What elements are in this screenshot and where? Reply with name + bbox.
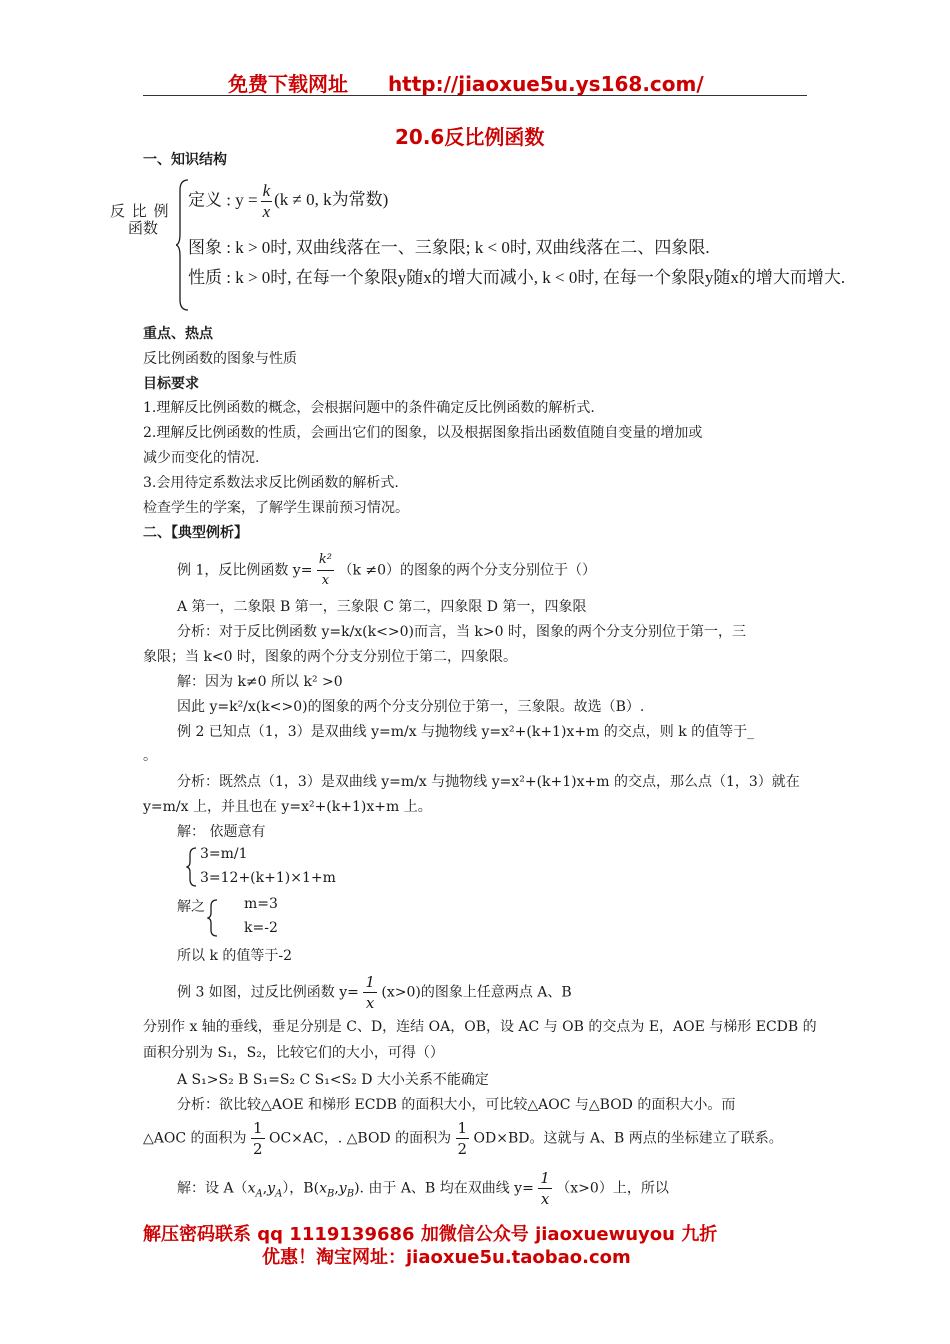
ya: y	[267, 1180, 276, 1197]
xb: x	[319, 1180, 327, 1197]
def-denominator: x	[262, 202, 271, 221]
analysis2-part-c: OD×BD。这就与 A、B 两点的坐标建立了联系。	[473, 1130, 783, 1147]
xa: x	[247, 1180, 256, 1197]
example1-solution-2: 因此 y=k²/x(k<>0)的图象的两个分支分别位于第一，三象限。故选（B）.	[177, 699, 645, 715]
solve-label: 解之	[177, 899, 205, 915]
ex1-numerator: k²	[317, 550, 334, 571]
half-fraction-1	[251, 1118, 265, 1159]
image-line: 图象 : k > 0时, 双曲线落在一、三象限; k < 0时, 双曲线落在二、四象限.	[188, 238, 710, 257]
example2-conclusion: 所以 k 的值等于-2	[177, 948, 293, 964]
half1-numerator: 1	[252, 1119, 263, 1137]
goals-heading: 目标要求	[143, 376, 199, 392]
section1-heading: 一、知识结构	[143, 152, 227, 168]
solution-part-d: （x>0）上，所以	[556, 1180, 669, 1197]
yb: y	[338, 1180, 347, 1197]
solution-part-c: ). 由于 A、B 均在双曲线 y=	[354, 1180, 534, 1197]
example3-fraction	[363, 972, 377, 1013]
definition-prefix: 定义 : y =	[188, 190, 258, 210]
example1-suffix: （k ≠0）的图象的两个分支分别位于（）	[338, 562, 597, 579]
header-label: 免费下载网址	[228, 72, 348, 96]
example3-solution: 解：设 $A(x_A,y_A)$，$B(x_B,y_B)$. 由于 A、B 均在双曲线 y= $\frac{1}{x}$ （x>0）上，所以	[177, 1169, 669, 1208]
half2-denominator: 2	[457, 1140, 468, 1158]
ex1-denominator: x	[321, 573, 330, 588]
property-line: 性质 : k > 0时, 在每一个象限y随x的增大而减小, k < 0时, 在每一个象限y随x的增大而增大.	[188, 268, 846, 287]
example3-options: A S₁>S₂ B S₁=S₂ C S₁<S₂ D 大小关系不能确定	[177, 1072, 489, 1088]
example1-analysis-1: 分析：对于反比例函数 y=k/x(k<>0)而言，当 k>0 时，图象的两个分支分别位于第一，三	[177, 624, 746, 640]
example3-stem-3: 面积分别为 S₁，S₂，比较它们的大小，可得（）	[143, 1045, 444, 1061]
example2-stem-1: 例 2 已知点（1，3）是双曲线 y=m/x 与抛物线 y=x²+(k+1)x+m 的交点，则 k 的值等于_	[177, 724, 755, 740]
example3-analysis-1: 分析：欲比较△AOE 和梯形 ECDB 的面积大小，可比较△AOC 与△BOD 的面积大小。而	[177, 1097, 736, 1113]
solution-part-b: ），B(	[282, 1180, 320, 1197]
goal-item: 3.会用待定系数法求反比例函数的解析式.	[143, 475, 399, 491]
ex3b-numerator: 1	[540, 1169, 550, 1187]
example1-options: A 第一，二象限 B 第一，三象限 C 第二，四象限 D 第一，四象限	[177, 599, 587, 615]
header-url-link[interactable]: http://jiaoxue5u.ys168.com/	[387, 72, 704, 96]
example3-stem	[177, 972, 572, 1013]
example2-solution-head: 解： 依题意有	[177, 824, 266, 840]
goal-item: 2.理解反比例函数的性质，会画出它们的图象，以及根据图象指出函数值随自变量的增加或	[143, 425, 703, 441]
example1-stem	[177, 550, 596, 591]
goal-item: 检查学生的学案，了解学生课前预习情况。	[143, 500, 409, 516]
goal-item: 减少而变化的情况.	[143, 450, 260, 466]
example2-stem-2: 。	[143, 748, 157, 764]
side-label-line2: 函数	[128, 219, 159, 237]
result-1: m=3	[244, 896, 278, 912]
solution-part-a: 解：设 A（	[177, 1180, 248, 1197]
ya-sub: A	[275, 1188, 283, 1200]
result-brace	[207, 898, 219, 938]
footer-line1: 解压密码联系 qq 1119139686 加微信公众号 jiaoxuewuyou 九折	[143, 1224, 718, 1245]
half1-denominator: 2	[252, 1140, 263, 1158]
header-divider	[143, 95, 807, 96]
half-fraction-2	[456, 1118, 470, 1159]
page-title: 20.6反比例函数	[395, 125, 545, 149]
yb-sub: B	[346, 1188, 355, 1200]
side-label-line1: 反 比 例	[110, 202, 170, 220]
definition-suffix: (k ≠ 0, k为常数)	[274, 190, 389, 210]
example3-fraction-2	[538, 1168, 552, 1209]
example1-analysis-2: 象限；当 k<0 时，图象的两个分支分别位于第二，四象限。	[143, 649, 518, 665]
footer-line2: 优惠！淘宝网址：jiaoxue5u.taobao.com	[262, 1247, 631, 1268]
example3-analysis-2	[143, 1118, 783, 1159]
def-numerator: k	[262, 181, 271, 200]
header	[228, 68, 704, 97]
example3-suffix: (x>0)的图象上任意两点 A、B	[381, 984, 572, 1001]
example3-stem-2: 分别作 x 轴的垂线，垂足分别是 C、D，连结 OA，OB，设 AC 与 OB 的交点为 E，AOE 与梯形 ECDB 的	[143, 1019, 817, 1035]
ex3-numerator: 1	[365, 973, 375, 991]
definition-fraction	[261, 181, 273, 222]
example1-solution-1: 解：因为 k≠0 所以 k² >0	[177, 674, 343, 690]
example1-prefix: 例 1，反比例函数 y=	[177, 562, 313, 579]
ex3b-denominator: x	[540, 1190, 550, 1208]
equation-1: 3=m/1	[200, 846, 248, 862]
result-2: k=-2	[244, 920, 278, 936]
xa-sub: A	[255, 1188, 263, 1200]
equation-brace	[186, 846, 198, 888]
definition-line	[188, 181, 388, 222]
goal-item: 1.理解反比例函数的概念，会根据问题中的条件确定反比例函数的解析式.	[143, 400, 595, 416]
analysis2-part-b: OC×AC，. △BOD 的面积为	[268, 1130, 452, 1147]
ex3-denominator: x	[365, 994, 375, 1012]
section2-heading	[143, 522, 248, 542]
example2-analysis-1: 分析：既然点（1，3）是双曲线 y=m/x 与抛物线 y=x²+(k+1)x+m 的交点，那么点（1，3）就在	[177, 774, 800, 790]
xb-sub: B	[326, 1188, 335, 1200]
section2-heading-text: 二、【典型例析】	[143, 525, 248, 541]
equation-2: 3=12+(k+1)×1+m	[200, 870, 336, 886]
example1-fraction	[317, 550, 334, 591]
analysis2-part-a: △AOC 的面积为	[143, 1130, 247, 1147]
half2-numerator: 1	[457, 1119, 468, 1137]
keypoints-text: 反比例函数的图象与性质	[143, 351, 297, 367]
example3-prefix: 例 3 如图，过反比例函数 y=	[177, 984, 359, 1001]
keypoints-heading: 重点、热点	[143, 326, 213, 342]
example2-analysis-2: y=m/x 上，并且也在 y=x²+(k+1)x+m 上。	[143, 799, 432, 815]
